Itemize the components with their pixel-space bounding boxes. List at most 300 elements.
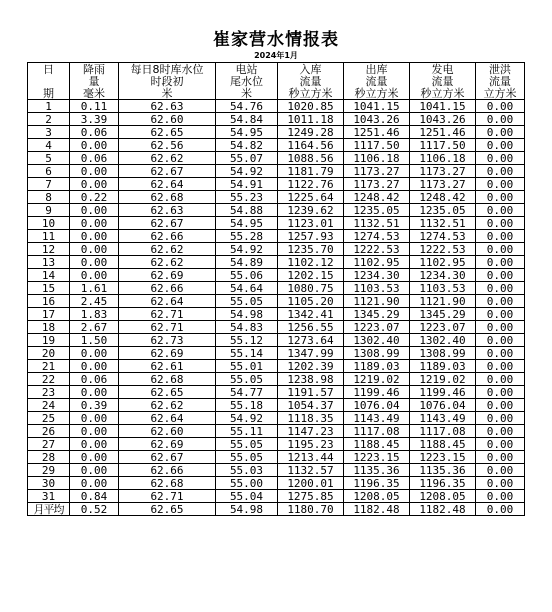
table-cell: 1117.50 xyxy=(410,139,476,152)
table-cell: 0.00 xyxy=(476,204,525,217)
table-row xyxy=(28,191,525,204)
header-cell: 毫米 xyxy=(70,87,119,100)
table-cell: 0.00 xyxy=(70,165,119,178)
table-cell: 1143.49 xyxy=(410,412,476,425)
table-cell: 1345.29 xyxy=(344,308,410,321)
header-cell: 量 xyxy=(70,75,119,87)
table-cell: 62.73 xyxy=(119,334,216,347)
table-cell: 1274.53 xyxy=(344,230,410,243)
table-cell: 55.18 xyxy=(216,399,278,412)
table-cell: 1106.18 xyxy=(344,152,410,165)
table-cell: 0.00 xyxy=(476,139,525,152)
table-cell: 1196.35 xyxy=(344,477,410,490)
table-cell: 1208.05 xyxy=(410,490,476,503)
table-cell: 1143.49 xyxy=(344,412,410,425)
table-cell: 1223.07 xyxy=(410,321,476,334)
table-cell: 13 xyxy=(28,256,70,269)
header-cell: 秒立方米 xyxy=(410,87,476,100)
table-cell: 54.92 xyxy=(216,165,278,178)
table-row xyxy=(28,126,525,139)
table-cell: 0.00 xyxy=(70,347,119,360)
table-cell: 1135.36 xyxy=(344,464,410,477)
table-cell: 1102.95 xyxy=(344,256,410,269)
table-cell: 1188.45 xyxy=(344,438,410,451)
table-cell: 62.68 xyxy=(119,373,216,386)
table-cell: 62.65 xyxy=(119,386,216,399)
table-cell: 1122.76 xyxy=(278,178,344,191)
table-cell: 0.00 xyxy=(476,503,525,516)
table-cell: 1173.27 xyxy=(410,165,476,178)
table-cell: 0.00 xyxy=(70,256,119,269)
table-cell: 1041.15 xyxy=(410,100,476,113)
table-cell: 1235.05 xyxy=(410,204,476,217)
table-cell: 54.88 xyxy=(216,204,278,217)
table-cell: 20 xyxy=(28,347,70,360)
table-cell: 54.83 xyxy=(216,321,278,334)
average-row xyxy=(28,503,525,516)
table-cell: 62.69 xyxy=(119,438,216,451)
table-row xyxy=(28,308,525,321)
table-cell: 0.00 xyxy=(70,451,119,464)
table-cell: 62.62 xyxy=(119,152,216,165)
table-cell: 55.23 xyxy=(216,191,278,204)
table-cell: 54.91 xyxy=(216,178,278,191)
table-cell: 24 xyxy=(28,399,70,412)
table-cell: 月平均 xyxy=(28,503,70,516)
table-cell: 1274.53 xyxy=(410,230,476,243)
table-cell: 0.00 xyxy=(476,178,525,191)
table-row xyxy=(28,269,525,282)
table-cell: 0.00 xyxy=(476,217,525,230)
table-cell: 1199.46 xyxy=(344,386,410,399)
table-cell: 1121.90 xyxy=(410,295,476,308)
table-cell: 14 xyxy=(28,269,70,282)
table-cell: 1123.01 xyxy=(278,217,344,230)
table-cell: 27 xyxy=(28,438,70,451)
table-cell: 1103.53 xyxy=(344,282,410,295)
table-cell: 62.62 xyxy=(119,256,216,269)
table-cell: 29 xyxy=(28,464,70,477)
table-cell: 31 xyxy=(28,490,70,503)
table-row xyxy=(28,412,525,425)
table-cell: 0.00 xyxy=(70,386,119,399)
header-cell: 流量 xyxy=(344,75,410,87)
header-cell: 每日8时库水位 xyxy=(119,63,216,76)
table-cell: 10 xyxy=(28,217,70,230)
table-cell: 54.82 xyxy=(216,139,278,152)
table-cell: 1234.30 xyxy=(344,269,410,282)
table-cell: 0.00 xyxy=(70,178,119,191)
table-cell: 1195.23 xyxy=(278,438,344,451)
table-cell: 0.00 xyxy=(476,126,525,139)
table-cell: 22 xyxy=(28,373,70,386)
table-cell: 55.12 xyxy=(216,334,278,347)
table-cell: 62.66 xyxy=(119,464,216,477)
table-cell: 2 xyxy=(28,113,70,126)
table-cell: 55.11 xyxy=(216,425,278,438)
table-cell: 1248.42 xyxy=(344,191,410,204)
table-cell: 19 xyxy=(28,334,70,347)
table-cell: 62.60 xyxy=(119,425,216,438)
table-cell: 1222.53 xyxy=(344,243,410,256)
table-cell: 0.00 xyxy=(476,373,525,386)
table-cell: 62.71 xyxy=(119,308,216,321)
table-cell: 1173.27 xyxy=(344,165,410,178)
table-cell: 1135.36 xyxy=(410,464,476,477)
table-cell: 1199.46 xyxy=(410,386,476,399)
table-cell: 1208.05 xyxy=(344,490,410,503)
table-cell: 1248.42 xyxy=(410,191,476,204)
table-cell: 54.95 xyxy=(216,126,278,139)
table-row xyxy=(28,490,525,503)
table-cell: 0.00 xyxy=(476,100,525,113)
table-cell: 1088.56 xyxy=(278,152,344,165)
table-cell: 62.67 xyxy=(119,451,216,464)
table-cell: 1132.51 xyxy=(344,217,410,230)
table-cell: 0.00 xyxy=(70,360,119,373)
table-cell: 30 xyxy=(28,477,70,490)
table-cell: 3.39 xyxy=(70,113,119,126)
table-row xyxy=(28,243,525,256)
table-cell: 62.65 xyxy=(119,126,216,139)
table-cell: 0.00 xyxy=(476,490,525,503)
table-cell: 62.63 xyxy=(119,204,216,217)
table-row xyxy=(28,373,525,386)
header-cell: 尾水位 xyxy=(216,75,278,87)
table-cell: 0.00 xyxy=(70,269,119,282)
table-cell: 1 xyxy=(28,100,70,113)
header-cell: 秒立方米 xyxy=(278,87,344,100)
table-cell: 23 xyxy=(28,386,70,399)
report-title: 崔家营水情报表 xyxy=(213,30,339,50)
table-cell: 1257.93 xyxy=(278,230,344,243)
table-row xyxy=(28,165,525,178)
table-cell: 1275.85 xyxy=(278,490,344,503)
table-cell: 1173.27 xyxy=(410,178,476,191)
table-cell: 1302.40 xyxy=(344,334,410,347)
table-cell: 0.00 xyxy=(70,438,119,451)
table-cell: 0.00 xyxy=(476,282,525,295)
table-cell: 1302.40 xyxy=(410,334,476,347)
table-cell: 0.00 xyxy=(70,204,119,217)
header-cell: 出库 xyxy=(344,63,410,76)
table-cell: 0.00 xyxy=(476,477,525,490)
table-cell: 62.66 xyxy=(119,282,216,295)
table-cell: 62.61 xyxy=(119,360,216,373)
table-cell: 1219.02 xyxy=(410,373,476,386)
table-cell: 0.52 xyxy=(70,503,119,516)
table-cell: 55.14 xyxy=(216,347,278,360)
header-cell: 流量 xyxy=(410,75,476,87)
table-cell: 1308.99 xyxy=(410,347,476,360)
table-cell: 54.64 xyxy=(216,282,278,295)
table-cell: 62.64 xyxy=(119,178,216,191)
table-cell: 0.00 xyxy=(476,321,525,334)
table-cell: 62.67 xyxy=(119,165,216,178)
table-cell: 21 xyxy=(28,360,70,373)
table-cell: 1345.29 xyxy=(410,308,476,321)
header-cell: 期 xyxy=(28,87,70,100)
header-cell: 泄洪 xyxy=(476,63,525,76)
table-cell: 25 xyxy=(28,412,70,425)
table-cell: 0.00 xyxy=(70,217,119,230)
table-cell: 55.28 xyxy=(216,230,278,243)
table-row xyxy=(28,464,525,477)
table-cell: 1117.08 xyxy=(344,425,410,438)
table-cell: 1235.05 xyxy=(344,204,410,217)
table-cell: 1121.90 xyxy=(344,295,410,308)
table-cell: 0.00 xyxy=(476,256,525,269)
table-cell: 1147.23 xyxy=(278,425,344,438)
table-cell: 0.00 xyxy=(476,243,525,256)
table-cell: 0.06 xyxy=(70,373,119,386)
header-cell: 米 xyxy=(216,87,278,100)
table-cell: 62.62 xyxy=(119,243,216,256)
table-cell: 0.22 xyxy=(70,191,119,204)
table-row xyxy=(28,204,525,217)
table-cell: 0.00 xyxy=(70,477,119,490)
table-cell: 1200.01 xyxy=(278,477,344,490)
table-cell: 1080.75 xyxy=(278,282,344,295)
table-cell: 0.00 xyxy=(70,243,119,256)
table-cell: 16 xyxy=(28,295,70,308)
table-cell: 1182.48 xyxy=(410,503,476,516)
table-cell: 1202.15 xyxy=(278,269,344,282)
table-cell: 1251.46 xyxy=(410,126,476,139)
table-cell: 54.95 xyxy=(216,217,278,230)
table-cell: 62.64 xyxy=(119,412,216,425)
table-cell: 0.00 xyxy=(476,230,525,243)
table-cell: 1164.56 xyxy=(278,139,344,152)
table-cell: 1043.26 xyxy=(344,113,410,126)
table-cell: 1076.04 xyxy=(344,399,410,412)
table-cell: 55.01 xyxy=(216,360,278,373)
table-cell: 55.05 xyxy=(216,451,278,464)
table-cell: 62.56 xyxy=(119,139,216,152)
table-cell: 0.00 xyxy=(476,399,525,412)
table-row xyxy=(28,295,525,308)
table-cell: 9 xyxy=(28,204,70,217)
table-cell: 7 xyxy=(28,178,70,191)
header-cell: 日 xyxy=(28,63,70,76)
table-cell: 1219.02 xyxy=(344,373,410,386)
table-cell: 1191.57 xyxy=(278,386,344,399)
table-cell: 1239.62 xyxy=(278,204,344,217)
table-cell: 26 xyxy=(28,425,70,438)
header-row-2 xyxy=(28,75,525,87)
table-cell: 55.03 xyxy=(216,464,278,477)
table-cell: 0.00 xyxy=(476,451,525,464)
table-cell: 8 xyxy=(28,191,70,204)
table-cell: 54.92 xyxy=(216,243,278,256)
header-cell: 电站 xyxy=(216,63,278,76)
table-cell: 2.45 xyxy=(70,295,119,308)
table-cell: 1273.64 xyxy=(278,334,344,347)
table-row xyxy=(28,100,525,113)
table-cell: 1076.04 xyxy=(410,399,476,412)
table-cell: 0.06 xyxy=(70,126,119,139)
table-cell: 1189.03 xyxy=(410,360,476,373)
table-cell: 5 xyxy=(28,152,70,165)
header-cell: 入库 xyxy=(278,63,344,76)
table-cell: 1.50 xyxy=(70,334,119,347)
table-cell: 0.00 xyxy=(476,113,525,126)
table-cell: 1251.46 xyxy=(344,126,410,139)
table-cell: 1238.98 xyxy=(278,373,344,386)
table-cell: 1347.99 xyxy=(278,347,344,360)
table-cell: 62.62 xyxy=(119,399,216,412)
table-cell: 1117.50 xyxy=(344,139,410,152)
table-row xyxy=(28,425,525,438)
table-cell: 0.00 xyxy=(476,425,525,438)
table-cell: 54.89 xyxy=(216,256,278,269)
table-cell: 1342.41 xyxy=(278,308,344,321)
table-cell: 0.84 xyxy=(70,490,119,503)
table-cell: 0.00 xyxy=(476,295,525,308)
header-cell: 立方米 xyxy=(476,87,525,100)
table-row xyxy=(28,256,525,269)
table-row xyxy=(28,477,525,490)
table-cell: 55.07 xyxy=(216,152,278,165)
table-cell: 62.68 xyxy=(119,477,216,490)
table-cell: 1.61 xyxy=(70,282,119,295)
table-cell: 0.00 xyxy=(70,139,119,152)
table-cell: 1118.35 xyxy=(278,412,344,425)
report-month: 2024年1月 xyxy=(254,51,298,60)
table-cell: 1011.18 xyxy=(278,113,344,126)
table-row xyxy=(28,334,525,347)
water-report-table xyxy=(27,62,525,516)
table-cell: 62.64 xyxy=(119,295,216,308)
header-cell: 时段初 xyxy=(119,75,216,87)
table-cell: 0.00 xyxy=(476,269,525,282)
table-cell: 1173.27 xyxy=(344,178,410,191)
table-cell: 18 xyxy=(28,321,70,334)
table-cell: 1054.37 xyxy=(278,399,344,412)
table-row xyxy=(28,438,525,451)
table-row xyxy=(28,230,525,243)
header-cell: 流量 xyxy=(278,75,344,87)
table-cell: 1106.18 xyxy=(410,152,476,165)
table-cell: 0.00 xyxy=(476,464,525,477)
table-cell: 0.06 xyxy=(70,152,119,165)
table-cell: 4 xyxy=(28,139,70,152)
table-row xyxy=(28,282,525,295)
table-cell: 62.68 xyxy=(119,191,216,204)
table-cell: 1223.07 xyxy=(344,321,410,334)
table-cell: 0.00 xyxy=(476,438,525,451)
table-cell: 0.00 xyxy=(476,334,525,347)
table-cell: 15 xyxy=(28,282,70,295)
table-cell: 1041.15 xyxy=(344,100,410,113)
table-row xyxy=(28,451,525,464)
table-row xyxy=(28,347,525,360)
table-cell: 62.69 xyxy=(119,347,216,360)
table-cell: 55.05 xyxy=(216,438,278,451)
header-row-3 xyxy=(28,87,525,100)
table-row xyxy=(28,139,525,152)
table-row xyxy=(28,399,525,412)
table-cell: 0.00 xyxy=(70,412,119,425)
table-cell: 1222.53 xyxy=(410,243,476,256)
table-cell: 1189.03 xyxy=(344,360,410,373)
table-cell: 1.83 xyxy=(70,308,119,321)
table-cell: 1308.99 xyxy=(344,347,410,360)
table-cell: 1102.12 xyxy=(278,256,344,269)
table-body xyxy=(28,63,525,516)
table-cell: 55.05 xyxy=(216,373,278,386)
table-cell: 1043.26 xyxy=(410,113,476,126)
table-row xyxy=(28,178,525,191)
table-cell: 28 xyxy=(28,451,70,464)
table-cell: 0.00 xyxy=(476,360,525,373)
table-cell: 1225.64 xyxy=(278,191,344,204)
table-cell: 1105.20 xyxy=(278,295,344,308)
table-cell: 0.00 xyxy=(70,230,119,243)
table-cell: 62.66 xyxy=(119,230,216,243)
table-cell: 62.67 xyxy=(119,217,216,230)
table-cell: 17 xyxy=(28,308,70,321)
table-cell: 1102.95 xyxy=(410,256,476,269)
table-cell: 6 xyxy=(28,165,70,178)
table-cell: 0.00 xyxy=(476,386,525,399)
table-cell: 62.60 xyxy=(119,113,216,126)
table-cell: 1196.35 xyxy=(410,477,476,490)
table-cell: 54.92 xyxy=(216,412,278,425)
table-cell: 11 xyxy=(28,230,70,243)
table-cell: 1182.48 xyxy=(344,503,410,516)
header-cell xyxy=(28,75,70,87)
table-cell: 1181.79 xyxy=(278,165,344,178)
table-row xyxy=(28,217,525,230)
table-cell: 1234.30 xyxy=(410,269,476,282)
table-row xyxy=(28,360,525,373)
table-cell: 55.06 xyxy=(216,269,278,282)
table-cell: 62.71 xyxy=(119,321,216,334)
table-cell: 1132.51 xyxy=(410,217,476,230)
table-cell: 3 xyxy=(28,126,70,139)
table-cell: 55.00 xyxy=(216,477,278,490)
header-cell: 米 xyxy=(119,87,216,100)
table-cell: 1117.08 xyxy=(410,425,476,438)
table-cell: 1103.53 xyxy=(410,282,476,295)
table-cell: 2.67 xyxy=(70,321,119,334)
header-cell: 秒立方米 xyxy=(344,87,410,100)
table-cell: 54.76 xyxy=(216,100,278,113)
table-cell: 1132.57 xyxy=(278,464,344,477)
table-cell: 54.98 xyxy=(216,503,278,516)
table-cell: 62.69 xyxy=(119,269,216,282)
table-cell: 1223.15 xyxy=(344,451,410,464)
table-cell: 0.00 xyxy=(476,191,525,204)
table-cell: 0.00 xyxy=(476,308,525,321)
table-cell: 1180.70 xyxy=(278,503,344,516)
table-cell: 54.77 xyxy=(216,386,278,399)
table-cell: 1213.44 xyxy=(278,451,344,464)
table-cell: 0.00 xyxy=(70,464,119,477)
header-row-1 xyxy=(28,63,525,76)
table-cell: 12 xyxy=(28,243,70,256)
table-row xyxy=(28,321,525,334)
table-cell: 0.00 xyxy=(476,347,525,360)
table-cell: 55.04 xyxy=(216,490,278,503)
table-cell: 54.84 xyxy=(216,113,278,126)
header-cell: 发电 xyxy=(410,63,476,76)
table-cell: 1188.45 xyxy=(410,438,476,451)
header-cell: 流量 xyxy=(476,75,525,87)
table-cell: 1249.28 xyxy=(278,126,344,139)
table-cell: 1235.70 xyxy=(278,243,344,256)
